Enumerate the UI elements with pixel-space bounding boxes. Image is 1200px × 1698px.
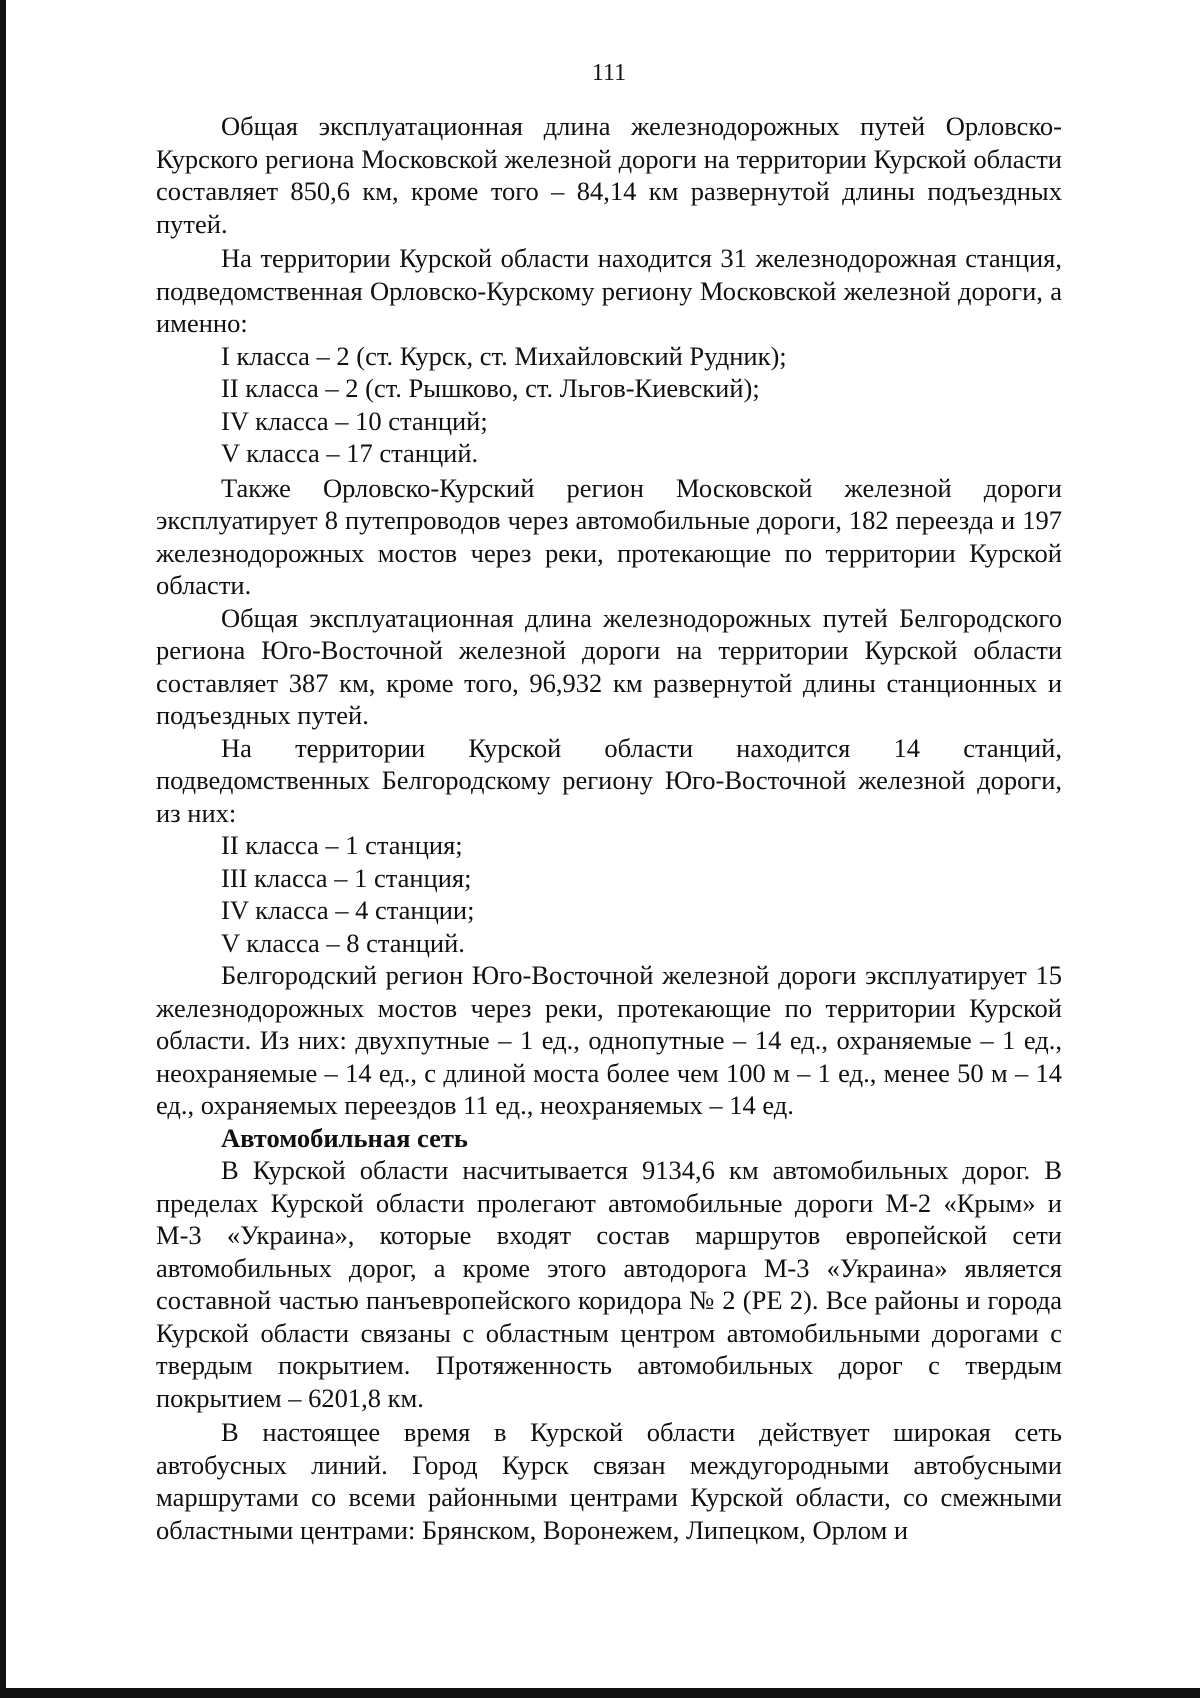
page-number: 111 xyxy=(591,60,627,86)
list-item: II класса – 2 (ст. Рышково, ст. Льгов-Киевский); xyxy=(221,373,760,403)
document-page xyxy=(156,58,1062,1546)
list-item: V класса – 17 станций. xyxy=(221,438,479,468)
paragraph-road-network: В Курской области насчитывается 9134,6 км автомобильных дорог. В пределах Курской области пролегают автомобильные дороги М-2 «Крым» и М-3 «Украина», которые входят состав маршрутов европейской сети автомобильных дорог, а кроме этого автодорога М-3 «Украина» является составной частью панъевропейского коридора № 2 (PE 2). Все районы и города Курской области связаны с областным центром автомобильными дорогами с твердым покрытием. Протяженность автомобильных дорог с твердым покрытием – 6201,8 км. xyxy=(156,1155,1062,1413)
list-item: II класса – 1 станция; xyxy=(221,830,463,860)
paragraph-orel-kursk-bridges: Также Орловско-Курский регион Московской железной дороги эксплуатирует 8 путепроводов через автомобильные дороги, 182 переезда и 197 железнодорожных мостов через реки, протекающие по территории Курской области. xyxy=(156,472,1062,600)
list-item: III класса – 1 станция; xyxy=(221,862,472,893)
paragraph-bus-lines: В настоящее время в Курской области действует широкая сеть автобусных линий. Город Курск связан междугородными автобусными маршрутами со всеми районными центрами Курской области, со смежными областными центрами: Брянском, Воронежем, Липецком, Орлом и xyxy=(156,1417,1062,1545)
section-heading: Автомобильная сеть xyxy=(221,1122,468,1153)
paragraph-belgorod-length: Общая эксплуатационная длина железнодорожных путей Белгородского региона Юго-Восточной железной дороги на территории Курской области составляет 387 км, кроме того, 96,932 км развернутой длины станционных и подъездных путей. xyxy=(156,602,1062,730)
scan-border-left xyxy=(0,0,6,1698)
scan-border-bottom xyxy=(0,1688,1200,1698)
paragraph-belgorod-bridges: Белгородский регион Юго-Восточной железной дороги эксплуатирует 15 железнодорожных мостов через реки, протекающие по территории Курской области. Из них: двухпутные – 1 ед., однопутные – 14 ед., охраняемые – 1 ед., неохраняемые – 14 ед., с длиной моста более чем 100 м – 1 ед., менее 50 м – 14 ед., охраняемых переездов 11 ед., неохраняемых – 14 ед. xyxy=(156,960,1062,1120)
list-item: I класса – 2 (ст. Курск, ст. Михайловский Рудник); xyxy=(221,340,787,371)
paragraph-belgorod-stations: На территории Курской области находится 14 станций, подведомственных Белгородскому региону Юго-Восточной железной дороги, из них: xyxy=(156,732,1062,828)
paragraph-orel-kursk-stations: На территории Курской области находится 31 железнодорожная станция, подведомственная Орловско-Курскому региону Московской железной дороги, а именно: xyxy=(156,243,1062,338)
list-item: IV класса – 10 станций; xyxy=(221,405,488,436)
paragraph-orel-kursk-length: Общая эксплуатационная длина железнодорожных путей Орловско-Курского региона Московской железной дороги на территории Курской области составляет 850,6 км, кроме того – 84,14 км развернутой длины подъездных путей. xyxy=(156,111,1062,239)
list-item: V класса – 8 станций. xyxy=(221,927,465,958)
list-item: IV класса – 4 станции; xyxy=(221,895,475,925)
